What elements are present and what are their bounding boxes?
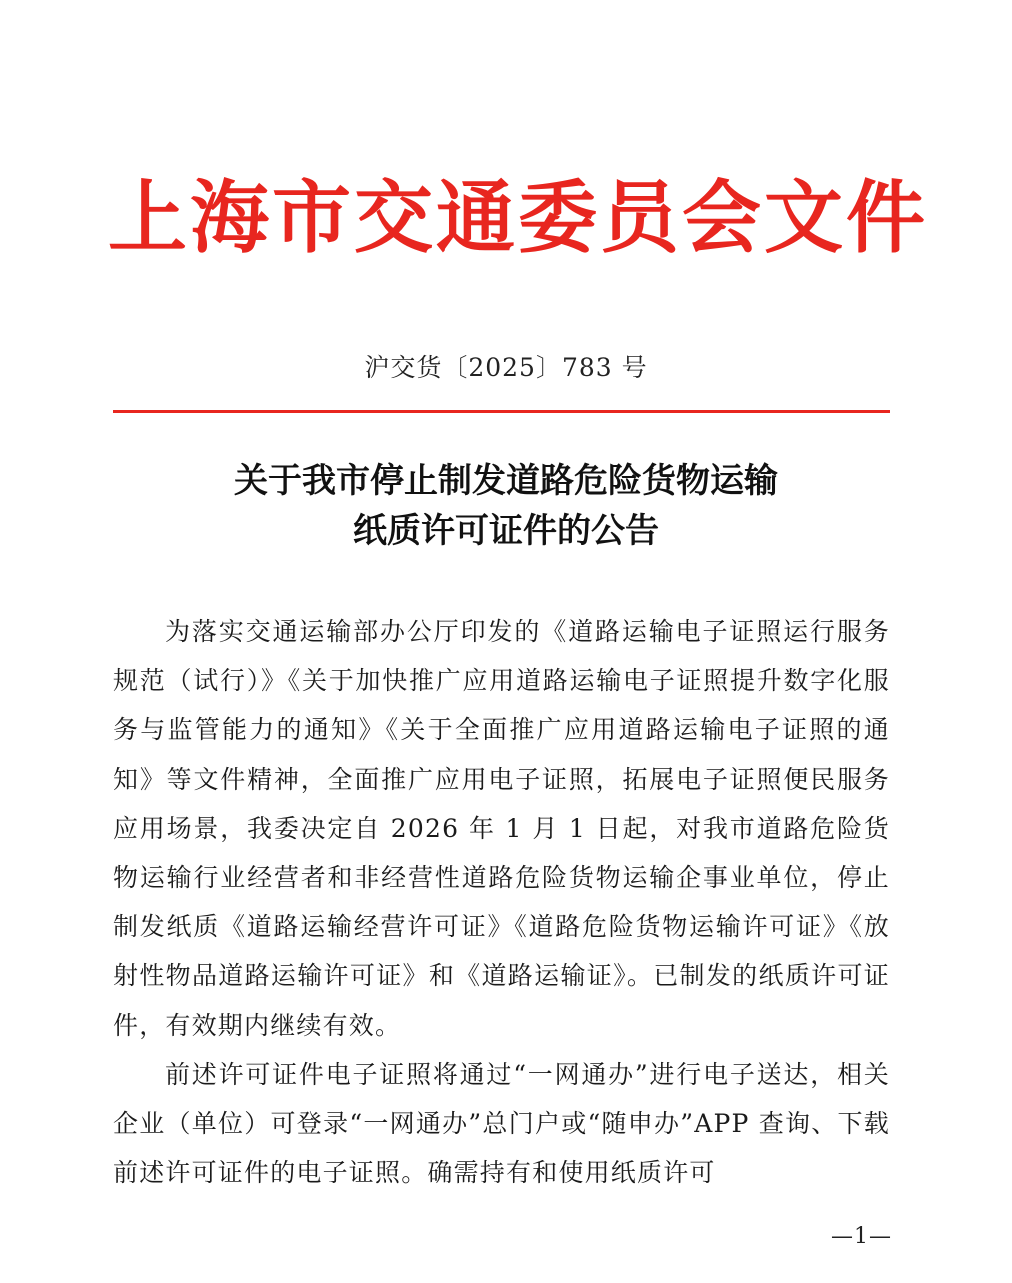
page-number: —1— — [831, 1224, 892, 1249]
paragraph-2: 前述许可证件电子证照将通过“一网通办”进行电子送达，相关企业（单位）可登录“一网通办”总门户或“随申办”APP 查询、下载前述许可证件的电子证照。确需持有和使用纸质许可 — [113, 1059, 890, 1188]
paragraph-1: 为落实交通运输部办公厅印发的《道路运输电子证照运行服务规范（试行）》《关于加快推广应用道路运输电子证照提升数字化服务与监管能力的通知》《关于全面推广应用道路运输电子证照的通知》等文件精神，全面推广应用电子证照，拓展电子证照便民服务应用场景，我委决定自 2026 年 1 月 1 日起，对我市道路危险货物运输行业经营者和非经营性道路危险货物运输企事业单位，停止制发纸质《道路运输经营许可证》《道路危险货物运输许可证》《放射性物品道路运输许可证》和《道路运输证》。已制发的纸质许可证件，有效期内继续有效。 — [113, 617, 890, 1040]
title-line-2: 纸质许可证件的公告 — [353, 511, 659, 551]
red-divider — [113, 410, 890, 413]
document-number: 沪交货〔2025〕783 号 — [364, 353, 648, 382]
announcement-title — [0, 456, 1012, 556]
issuer-title: 上海市交通委员会文件 — [108, 172, 928, 264]
body-text — [113, 607, 890, 1197]
title-line-1: 关于我市停止制发道路危险货物运输 — [234, 461, 778, 501]
